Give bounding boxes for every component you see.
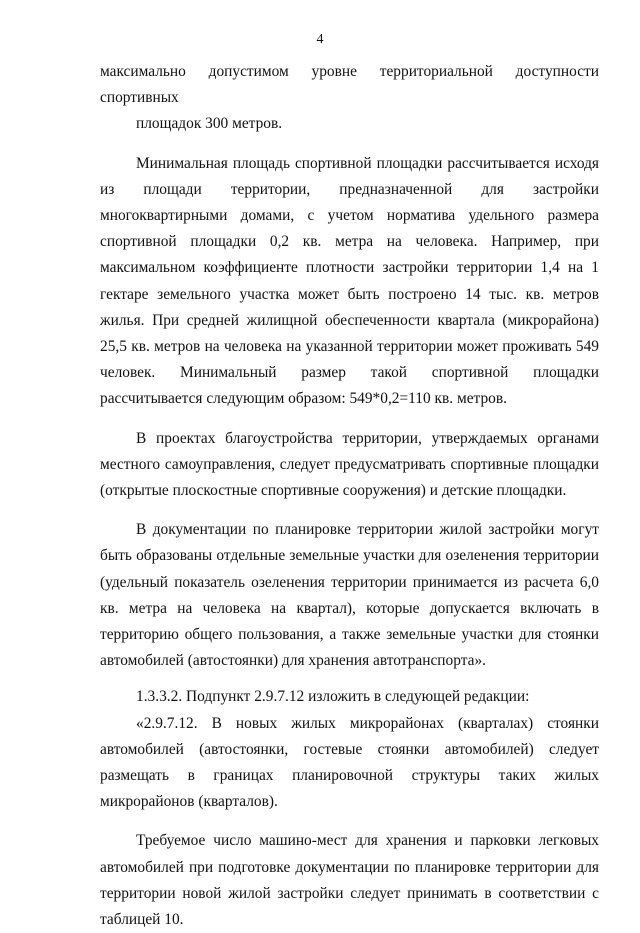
paragraph-continuation-line-1: максимально допустимом уровне территориальной доступности спортивных <box>100 63 599 107</box>
paragraph-parking-requirements: Требуемое число машино-мест для хранения и парковки легковых автомобилей при подготовке документации по планировке территории для территории новой жилой застройки следует принимать в соответствии с таблицей 10. <box>100 832 599 929</box>
document-body <box>100 59 599 933</box>
paragraph-subclause-heading: 1.3.3.2. Подпункт 2.9.7.12 изложить в следующей редакции: <box>136 688 530 706</box>
paragraph-continuation-line-2: площадок 300 метров. <box>136 115 283 133</box>
paragraph-clause-2-9-7-12: «2.9.7.12. В новых жилых микрорайонах (кварталах) стоянки автомобилей (автостоянки, гостевые стоянки автомобилей) следует размещать в границах планировочной структуры таких жилых микрорайонов (кварталов). <box>100 714 599 811</box>
paragraph-planning-documentation: В документации по планировке территории жилой застройки могут быть образованы отдельные земельные участки для озеленения территории (удельный показатель озеленения территории принимается из расчета 6,0 кв. метра на человека на квартал), которые допускается включать в территорию общего пользования, а также земельные участки для стоянки автомобилей (автостоянки) для хранения автотранспорта». <box>100 521 599 670</box>
paragraph-landscaping-projects: В проектах благоустройства территории, утверждаемых органами местного самоуправления, следует предусматривать спортивные площадки (открытые плоскостные спортивные сооружения) и детские площадки. <box>100 429 599 500</box>
page-number: 4 <box>316 32 324 47</box>
paragraph-min-area: Минимальная площадь спортивной площадки рассчитывается исходя из площади территории, предназначенной для застройки многоквартирными домами, с учетом норматива удельного размера спортивной площадки 0,2 кв. метра на человека. Например, при максимальном коэффициенте плотности застройки территории 1,4 на 1 гектаре земельного участка может быть построено 14 тыс. кв. метров жилья. При средней жилищной обеспеченности квартала (микрорайона) 25,5 кв. метров на человека на указанной территории может проживать 549 человек. Минимальный размер такой спортивной площадки рассчитывается следующим образом: 549*0,2=110 кв. метров. <box>100 154 599 408</box>
